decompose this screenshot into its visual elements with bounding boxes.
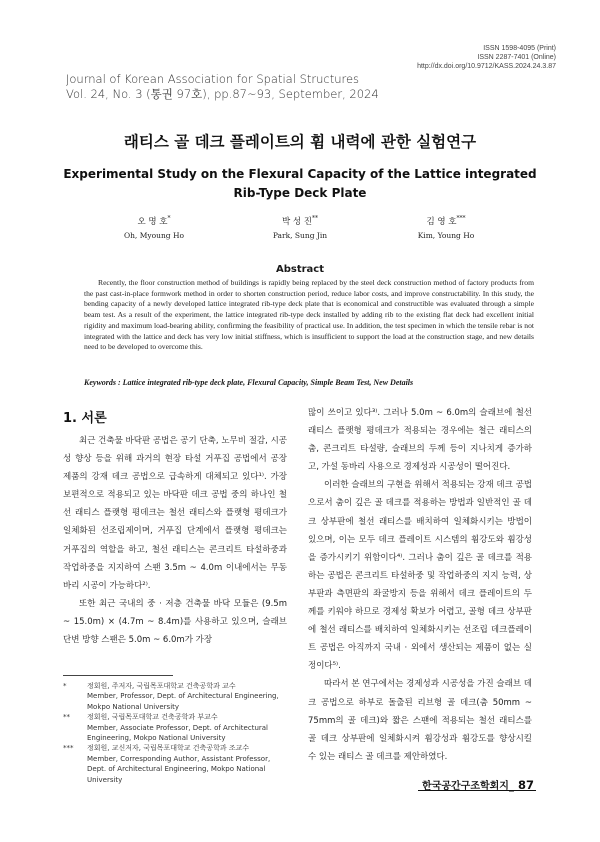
author-mark: ** (312, 215, 319, 222)
footnote-mark: *** (63, 744, 74, 753)
footnote (63, 743, 289, 785)
author-1 (74, 212, 234, 242)
body-column-right (308, 404, 532, 766)
paragraph: 이러한 슬래브의 구현을 위해서 적용되는 강재 데크 공법으로서 춤이 깊은 골 데크를 적용하는 방법과 일반적인 골 데크 상부판에 철선 래티스를 배치하여 일체화시키는 방법이 있으며, 이는 모두 데크 플레이트 시스템의 휨강도와 휨강성을 증가시키기 위함이다⁴⁾. 그러나 춤이 깊은 골 데크를 적용하는 공법은 콘크리트 타설하중 및 작업하중의 지지 능력, 상부판과 측면판의 좌굴방지 등을 위해서 데크 플레이트의 두께를 키워야 하므로 경제성 확보가 어렵고, 골형 데크 상부판에 철선 래티스를 배치하여 일체화시키는 선조립 데크플레이트 공법은 아직까지 국내 · 외에서 생산되는 제품이 없는 실정이다⁵⁾. (308, 480, 532, 672)
footnote-divider (63, 675, 173, 676)
footnotes (63, 681, 289, 785)
footnote-line: Member, Associate Professor, Dept. of Architectural (87, 723, 268, 732)
paragraph: 따라서 본 연구에서는 경제성과 시공성을 가진 슬래브 데크 공법으로 하부로 돌출된 리브형 골 데크(춤 50mm ~ 75mm의 골 데크)와 짧은 스팬에 적용되는 철선 래티스를 골 데크 상부판에 일체화시켜 휨강성과 휨강도를 향상시킬 수 있는 래티스 골 데크를 제안하였다. (308, 679, 532, 762)
title-english-line-2: Rib-Type Deck Plate (233, 186, 367, 200)
footnote-line: Engineering, Mokpo National University (87, 734, 226, 743)
footnote (63, 712, 289, 743)
author-mark: *** (456, 215, 466, 222)
journal-header (66, 72, 546, 102)
author-name-en: Park, Sung Jin (272, 230, 328, 240)
footnote-mark: ** (63, 713, 70, 722)
title-korean: 래티스 골 데크 플레이트의 휨 내력에 관한 실험연구 (123, 133, 477, 151)
footnote-line: Dept. of Architectural Engineering, Mokpo National (87, 765, 266, 774)
footnote-line: 정회원, 국립목포대학교 건축공학과 부교수 (87, 713, 218, 722)
issn-print: ISSN 1598-4095 (Print) (483, 45, 556, 52)
abstract-heading: Abstract (275, 264, 325, 275)
author-name-en: Oh, Myoung Ho (123, 230, 185, 240)
body-column-left (63, 432, 287, 649)
footnote-line: Member, Professor, Dept. of Architectural Engineering, (87, 692, 279, 701)
footnote-line: Mokpo National University (87, 702, 180, 711)
author-name-ko: 박 성 진 (281, 216, 313, 227)
paragraph: 또한 최근 국내의 중 · 저층 건축물 바닥 모듈은 (9.5m ~ 15.0m) × (4.7m ~ 8.4m)를 사용하고 있으며, 슬래브 단변 방향 스팬은 5.0m ~ 6.0m가 가장 (63, 598, 287, 646)
section-title: 1. 서론 (63, 411, 107, 426)
paragraph: 최근 건축물 바닥판 공법은 공기 단축, 노무비 절감, 시공성 향상 등을 위해 과거의 현장 타설 거푸집 공법에서 공장 제품의 강재 데크 공법으로 급속하게 대체되고 있다¹⁾. 가장 보편적으로 적용되고 있는 바닥판 데크 공법 중의 하나인 철선 래티스 플랫형 평데크는 철선 래티스와 플랫형 평데크가 일체화된 선조립제이며, 거푸집 단계에서 플랫형 평데크는 거푸집의 역할을 하고, 철선 래티스는 콘크리트 타설하중과 작업하중을 지지하여 스팬 3.5m ~ 4.0m 이내에서는 무동바리 시공이 가능하다²⁾. (63, 436, 287, 591)
page-number: 87 (517, 778, 534, 792)
journal-name: Journal of Korean Association for Spatial Structures (66, 72, 360, 86)
footnote-line: University (87, 775, 123, 784)
author-3 (366, 212, 526, 242)
footnote (63, 681, 289, 712)
footnote-line: Member, Corresponding Author, Assistant Professor, (87, 754, 271, 763)
footnote-line: 정회원, 교신저자, 국립목포대학교 건축공학과 조교수 (87, 744, 250, 753)
issn-block (417, 44, 556, 71)
doi-link[interactable]: http://dx.doi.org/10.9712/KASS.2024.24.3.87 (417, 63, 556, 70)
issn-online: ISSN 2287-7401 (Online) (477, 54, 556, 61)
footnote-mark: * (63, 682, 67, 690)
author-mark: * (167, 215, 171, 222)
title-english-line-1: Experimental Study on the Flexural Capacity of the Lattice integrated (63, 167, 537, 181)
paragraph: 많이 쓰이고 있다³⁾. 그러나 5.0m ~ 6.0m의 슬래브에 철선 래티스 플랫형 평데크가 적용되는 경우에는 철근 래티스의 춤, 콘크리트 타설량, 슬래브의 두께 등이 지나치게 증가하고, 가설 동바리 사용으로 경제성과 시공성이 떨어진다. (308, 408, 532, 473)
footnote-line: 정회원, 주저자, 국립목포대학교 건축공학과 교수 (87, 682, 236, 690)
author-name-ko: 오 명 호 (137, 216, 168, 227)
title-english (60, 165, 540, 203)
author-2 (220, 212, 380, 242)
footer-journal: 한국공간구조학회지_ (422, 781, 514, 792)
footer-underline (418, 790, 536, 791)
abstract-text: Recently, the floor construction method of buildings is rapidly being replaced by the steel deck construction method of factory products from the past cast-in-place formwork method in order to shorten construction period, reduce labor costs, and improve constructability. In this study, the bending capacity of a newly developed lattice integrated rib-type deck plate that is economical and constructible was evaluated through a simple beam test. As a result of the experiment, the lattice integrated rib-type deck installed by adding rib to the existing flat deck had excellent initial rigidity and maximum load-bearing ability, confirming the feasibility of practical use. In addition, the test specimen in which the tensile rebar is not integrated with the lattice and deck has very low initial stiffness, which is insufficient to support the load at the construction stage, and new details need to be developed to overcome this. (84, 278, 534, 352)
keywords: Keywords : Lattice integrated rib-type deck plate, Flexural Capacity, Simple Beam Test, New Details (84, 378, 414, 387)
author-name-ko: 김 영 호 (426, 216, 457, 227)
author-name-en: Kim, Young Ho (417, 230, 475, 240)
journal-citation: Vol. 24, No. 3 (통권 97호), pp.87~93, September, 2024 (66, 87, 379, 101)
